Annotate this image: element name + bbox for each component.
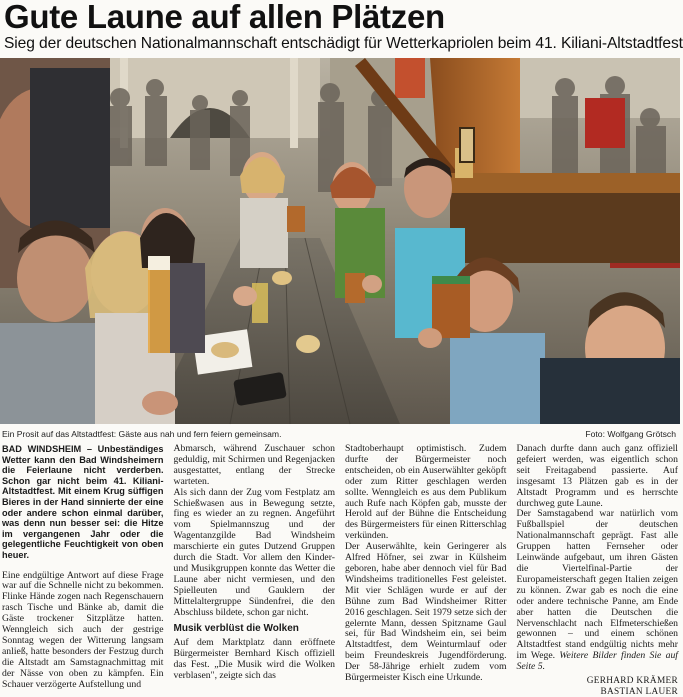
paragraph: Stadtoberhaupt optimistisch. Zudem durfte der Bürgermeister noch entscheiden, ob ein Auserwählter geköpft oder zum Ritter geschlagen werden sollte. Wenngleich es aus dem Publikum auch Rufe nach Köpfen gab, musste der Herold auf der Bühne die Entscheidung des Bürgermeisters für einen Ritterschlag verkünden. <box>345 443 507 542</box>
paragraph: Auf dem Marktplatz dann eröffnete Bürgermeister Bernhard Kisch offiziell das Fest. „Die Musik wird die Wolken verblasen", zeigte sich das <box>173 637 335 682</box>
paragraph: Als sich dann der Zug vom Festplatz am Schießwasen aus in Bewegung setzte, fing es wieder an zu regnen. Angeführt vom Spielmannszug und der Wagentanzgilde Bad Windsheim marschierte ein gutes Dutzend Gruppen durch die Stadt. Vor allem den Kinder- und Musikgruppen konnte das Wetter die Laune aber nicht vermiesen, und den Spielleuten und Gauklern der Mittelaltergruppe Sündenfrei, die den Abschluss bildete, schon gar nicht. <box>173 486 335 618</box>
paragraph: Abmarsch, während Zuschauer schon geduldig, mit Schirmen und Regenjacken ausgestattet, entlang der Strecke warteten. <box>173 443 335 487</box>
article-body <box>2 443 678 697</box>
subheadline: Sieg der deutschen Nationalmannschaft entschädigt für Wetterkapriolen beim 41. Kiliani-Altstadtfest <box>4 35 683 52</box>
more-photos-note: Weitere Bilder finden Sie auf Seite 5. <box>516 650 678 673</box>
article-column-2 <box>174 444 336 697</box>
author-name: GERHARD KRÄMER <box>586 676 678 687</box>
article-column-4 <box>517 444 679 697</box>
author-name: BASTIAN LAUER <box>600 686 678 697</box>
festival-photo <box>0 58 680 424</box>
article-lead <box>2 444 164 561</box>
article-column-3 <box>345 444 507 697</box>
paragraph: Danach durfte dann auch ganz offiziell gefeiert werden, was eigentlich schon seit Freitagabend passierte. Auf insgesamt 13 Plätzen gab es in der Altstadt Programm und es herrschte durchweg gute Laune. <box>516 443 678 509</box>
article-column-1 <box>2 444 164 697</box>
dateline: BAD WINDSHEIM – <box>2 444 92 454</box>
headline: Gute Laune auf allen Plätzen <box>4 0 445 35</box>
paragraph <box>517 509 679 673</box>
photo-caption: Ein Prosit auf das Altstadtfest: Gäste aus nah und fern feiern gemeinsam. <box>2 429 282 439</box>
paragraph: Der Auserwählte, kein Geringerer als Alfred Höfner, sei zwar in Külsheim geboren, habe aber dennoch viel für Bad Windsheims traditionelles Fest geleistet. Mit vier Schlägen wurde er auf der Bühne zum Bad Windsheimer Ritter 2016 geschlagen. Seit 1979 setze sich der gelernte Mann, dessen Spitzname Gaul sei, für Bad Windsheim ein, sei beim Altstadtfest, dem Weinturmlauf oder beim Freundeskreis Jugendförderung. Der 58-Jährige erhielt zudem vom Bürgermeister Kisch eine Urkunde. <box>345 541 507 684</box>
author-byline <box>517 676 679 697</box>
photo-credit: Foto: Wolfgang Grötsch <box>585 429 676 439</box>
paragraph: Eine endgültige Antwort auf diese Frage war auf die Schnelle nicht zu bekommen. Flinke Hände zogen nach Regenschauern rasch Tische und Bänke ab, damit die Gäste trockener Sitzplätze hatten. Wenngleich sich auch der gestrige Sonntag wegen der Witterung langsam anließ, hatte besonders der Festzug durch die Altstadt am Samstagnachmittag mit der Nässe von oben zu kämpfen. Ein Schauer verzögerte Aufstellung und <box>2 569 164 690</box>
lead-text: Unbeständiges Wetter kann den Bad Windsheimern die Feierlaune nicht verderben. Schon gar nicht beim 41. Kiliani-Altstadtfest. Mit einem Krug süffigen Bieres in der Hand sinnierte der eine oder andere schon einmal darüber, was denn nun besser sei: die Hitze im vergangenen Jahr oder die gelegentliche Feuchtigkeit von oben heuer. <box>2 444 164 560</box>
paragraph-text: Der Samstagabend war natürlich vom Fußballspiel der deutschen Nationalmannschaft geprägt. Fast alle Gruppen hatten Fernseher oder Leinwände aufgebaut, um ihren Gästen die Viertelfinal-Partie der Europameisterschaft gegen Italien zeigen zu können. Zwar gab es noch die eine oder andere technische Panne, am Ende aber hatten die Deutschen die Nervenschlacht nach Elfmeterschießen gewonnen – und einem schönen Altstadtfest stand endgültig nichts mehr im Wege. <box>516 508 678 662</box>
section-subheading: Musik verblüst die Wolken <box>173 622 299 634</box>
